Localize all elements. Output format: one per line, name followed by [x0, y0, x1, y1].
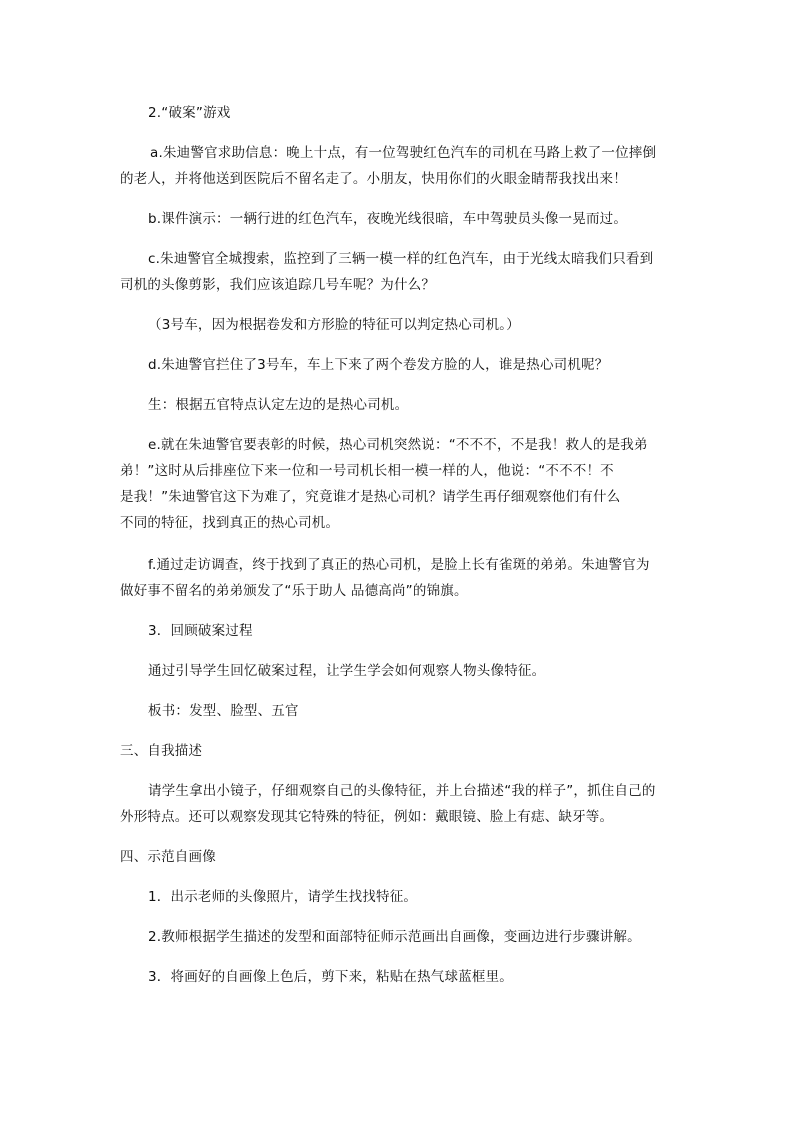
paragraph-line: 2.教师根据学生描述的发型和面部特征师示范画出自画像，变画边进行步骤讲解。 [148, 929, 641, 945]
paragraph-line: 请学生拿出小镜子，仔细观察自己的头像特征，并上台描述“我的样子”，抓住自己的 [148, 783, 656, 799]
section-heading-review: 3．回顾破案过程 [148, 623, 253, 639]
paragraph-line: c.朱迪警官全城搜索，监控到了三辆一模一样的红色汽车，由于光线太暗我们只看到 [148, 251, 654, 267]
paragraph-line: e.就在朱迪警官要表彰的时候，热心司机突然说：“不不不，不是我！救人的是我弟 [148, 437, 648, 453]
paragraph-line: 3．将画好的自画像上色后，剪下来，粘贴在热气球蓝框里。 [148, 969, 513, 985]
paragraph-line: 司机的头像剪影，我们应该追踪几号车呢？为什么？ [120, 277, 436, 293]
section-heading-self-description: 三、自我描述 [120, 743, 203, 759]
paragraph-line: 生：根据五官特点认定左边的是热心司机。 [148, 397, 409, 413]
paragraph-line: f.通过走访调查，终于找到了真正的热心司机，是脸上长有雀斑的弟弟。朱迪警官为 [148, 557, 650, 573]
paragraph-line: 的老人，并将他送到医院后不留名走了。小朋友，快用你们的火眼金睛帮我找出来！ [120, 171, 627, 187]
paragraph-line: 板书：发型、脸型、五官 [148, 703, 299, 719]
paragraph-line: 做好事不留名的弟弟颁发了“乐于助人 品德高尚”的锦旗。 [120, 583, 468, 599]
paragraph-line: 外形特点。还可以观察发现其它特殊的特征，例如：戴眼镜、脸上有痣、缺牙等。 [120, 809, 614, 825]
section-heading-demo-portrait: 四、示范自画像 [120, 849, 216, 865]
paragraph-line: 不同的特征，找到真正的热心司机。 [120, 515, 340, 531]
section-heading-case-game: 2.“破案”游戏 [148, 105, 231, 121]
paragraph-line: （3号车，因为根据卷发和方形脸的特征可以判定热心司机。） [148, 317, 520, 333]
paragraph-line: 弟！”这时从后排座位下来一位和一号司机长相一模一样的人，他说：“不不不！不 [120, 463, 614, 479]
paragraph-line: a.朱迪警官求助信息：晚上十点，有一位驾驶红色汽车的司机在马路上救了一位摔倒 [150, 145, 657, 161]
paragraph-line: 是我！”朱迪警官这下为难了，究竟谁才是热心司机？请学生再仔细观察他们有什么 [120, 489, 621, 505]
paragraph-line: d.朱迪警官拦住了3号车，车上下来了两个卷发方脸的人，谁是热心司机呢？ [148, 357, 609, 373]
paragraph-line: 通过引导学生回忆破案过程，让学生学会如何观察人物头像特征。 [148, 663, 546, 679]
paragraph-line: 1．出示老师的头像照片，请学生找找特征。 [148, 889, 418, 905]
paragraph-line: b.课件演示：一辆行进的红色汽车，夜晚光线很暗，车中驾驶员头像一晃而过。 [148, 211, 628, 227]
